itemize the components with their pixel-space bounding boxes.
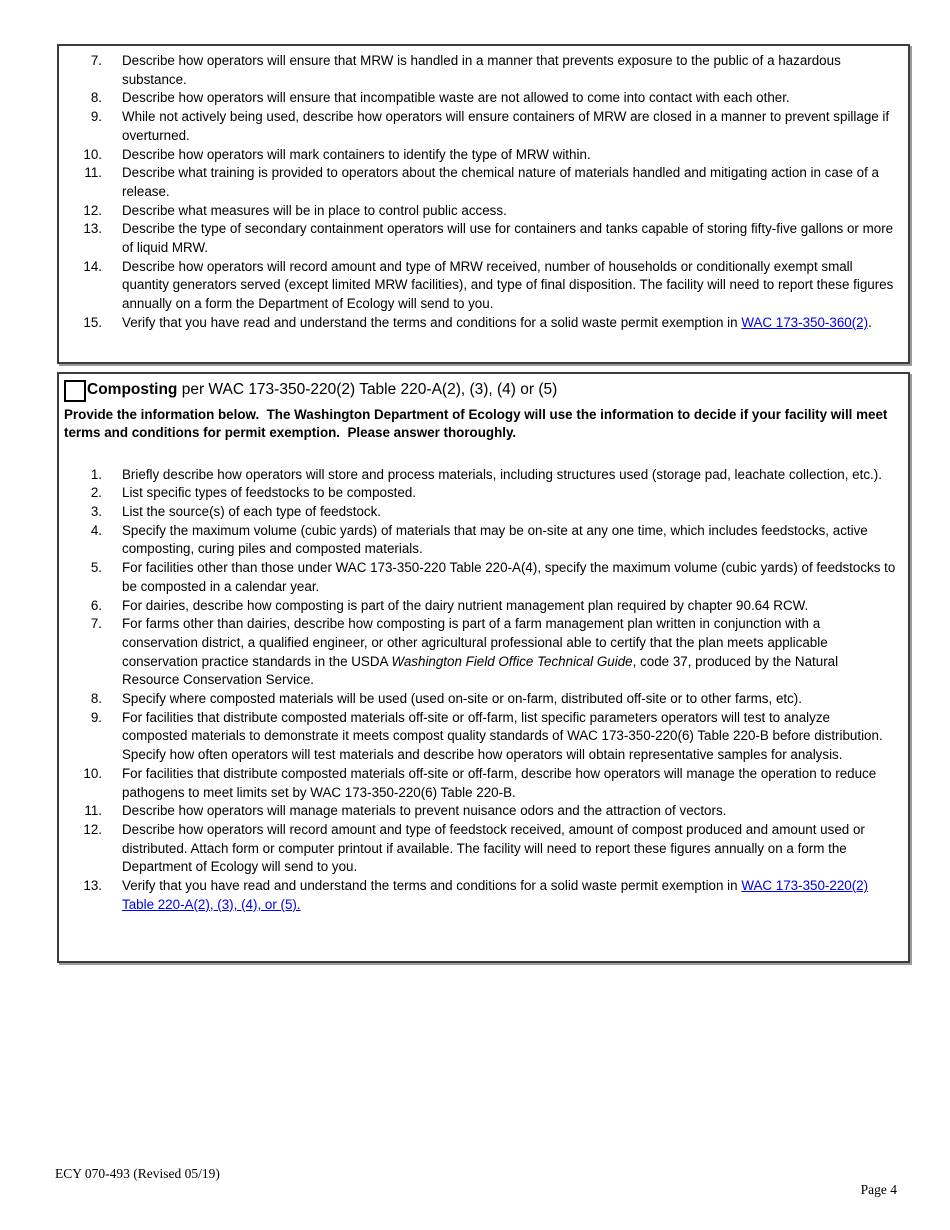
item-text (102, 802, 896, 821)
item-text (102, 522, 896, 559)
text-segment: For facilities that distribute composted materials off-site or off-farm, list specific parameters operators will test to analyze composted materials to demonstrate it meets compost quality standards of WAC 173-350-220(6) Table 220-B before distribution. Specify how often operators will test materials and describe how operators will obtain representative samples for analysis. (122, 709, 883, 763)
text-segment: Describe what training is provided to operators about the chemical nature of materials handled and mitigating action in case of a release. (122, 165, 880, 199)
item-text (102, 615, 896, 690)
list-item (61, 314, 896, 333)
list-item (61, 146, 896, 165)
text-segment: Describe how operators will record amount and type of feedstock received, amount of compost produced and amount used or distributed. Attach form or computer printout if available. The facility will need to report these figures annually on a form the Department of Ecology will send to you. (122, 821, 865, 875)
list-item (61, 821, 896, 877)
item-text (102, 821, 896, 877)
list-item (61, 466, 896, 485)
form-number: ECY 070-493 (Revised 05/19) (55, 1166, 220, 1181)
text-segment: , code 37, produced by the Natural Resource Conservation Service. (122, 653, 839, 688)
item-number: 6. (90, 597, 102, 613)
text-segment: While not actively being used, describe how operators will ensure containers of MRW are closed in a manner to prevent spillage if overturned. (122, 109, 890, 143)
item-text (102, 765, 896, 802)
item-text (102, 877, 896, 914)
item-text (102, 597, 896, 616)
item-number: 2. (90, 485, 102, 501)
list-item (61, 615, 896, 690)
item-text (102, 466, 896, 485)
item-text (102, 503, 896, 522)
item-number: 7. (90, 53, 102, 68)
text-segment: List the source(s) of each type of feedstock. (122, 504, 382, 519)
text-segment: Verify that you have read and understand the terms and conditions for a solid waste permit exemption in (122, 314, 742, 330)
text-segment: Describe how operators will manage materials to prevent nuisance odors and the attraction of vectors. (122, 803, 727, 819)
text-segment: Describe how operators will record amount and type of MRW received, number of households or conditionally exempt small quantity generators served (except limited MRW facilities), and type of final disposition. The facility will need to report these figures annually on a form the Department of Ecology will send to you. (122, 258, 894, 312)
item-number: 1. (90, 466, 102, 482)
item-text (102, 314, 896, 333)
composting-checkbox[interactable] (64, 380, 86, 402)
text-segment: Describe the type of secondary containment operators will use for containers and tanks capable of storing fifty-five gallons or more of liquid MRW. (122, 221, 894, 256)
item-number: 4. (90, 522, 102, 538)
item-number: 15. (83, 314, 102, 330)
list-item (61, 202, 896, 221)
italic-text: Washington Field Office Technical Guide (391, 653, 633, 669)
list-item (61, 89, 896, 108)
item-text (102, 108, 896, 145)
item-text (102, 202, 896, 221)
composting-section-box (57, 372, 910, 963)
text-segment: Describe how operators will ensure that incompatible waste are not allowed to come into contact with each other. (122, 90, 790, 106)
item-text (102, 89, 896, 108)
list-item (61, 802, 896, 821)
item-number: 11. (84, 803, 102, 819)
item-number: 11. (84, 165, 102, 181)
composting-numbered-list (61, 466, 896, 915)
item-number: 8. (90, 90, 102, 106)
text-segment: Verify that you have read and understand the terms and conditions for a solid waste permit exemption in (122, 878, 742, 894)
list-item (61, 108, 896, 145)
page-number: Page 4 (860, 1182, 897, 1197)
text-segment: Specify the maximum volume (cubic yards) of materials that may be on-site at any one time, which includes feedstocks, active composting, curing piles and composted materials. (122, 522, 868, 557)
item-number: 7. (90, 616, 102, 632)
list-item (61, 258, 896, 314)
item-number: 10. (83, 146, 102, 162)
list-item (61, 52, 896, 89)
text-segment: For facilities that distribute composted materials off-site or off-farm, describe how operators will manage the operation to reduce pathogens to meet limits set by WAC 173-350-220(6) Table 220-B. (122, 765, 877, 800)
item-text (102, 220, 896, 257)
composting-header (64, 379, 896, 402)
text-segment: List specific types of feedstocks to be composted. (122, 485, 416, 501)
item-number: 12. (83, 202, 102, 218)
item-text (102, 484, 896, 503)
item-text (102, 559, 896, 596)
list-item (61, 220, 896, 257)
item-number: 10. (83, 765, 102, 781)
text-segment: For farms other than dairies, describe how composting is part of a farm management plan written in conjunction with a conservation district, a qualified engineer, or other agricultural professional able to certify that the plan meets applicable conservation practice standards in the USDA (122, 616, 828, 669)
list-item (61, 522, 896, 559)
text-segment: Describe how operators will ensure that MRW is handled in a manner that prevents exposure to the public of a hazardous substance. (122, 53, 841, 87)
composting-title-rest: per WAC 173-350-220(2) Table 220-A(2), (3), (4) or (5) (177, 381, 558, 398)
composting-instructions: Provide the information below. The Washington Department of Ecology will use the information to decide if your facility will meet terms and conditions for permit exemption. Please answer thoroughly. (64, 407, 888, 441)
item-text (102, 709, 896, 765)
wac-regulation-link[interactable]: WAC 173-350-220(2) Table 220-A(2), (3), (4), or (5). (122, 878, 869, 912)
composting-title (87, 379, 557, 401)
list-item (61, 877, 896, 914)
text-segment: Briefly describe how operators will store and process materials, including structures used (storage pad, leachate collection, etc.). (122, 466, 882, 482)
list-item (61, 164, 896, 201)
item-number: 5. (90, 560, 102, 576)
list-item (61, 597, 896, 616)
item-number: 12. (83, 821, 102, 837)
item-text (102, 258, 896, 314)
item-number: 8. (90, 691, 102, 707)
list-item (61, 709, 896, 765)
text-segment: For dairies, describe how composting is part of the dairy nutrient management plan required by chapter 90.64 RCW. (122, 597, 809, 613)
item-text (102, 52, 896, 89)
list-item (61, 503, 896, 522)
mrw-section-box (57, 44, 910, 364)
wac-regulation-link[interactable]: WAC 173-350-360(2) (741, 314, 869, 330)
composting-title-bold: Composting (87, 381, 178, 398)
item-number: 9. (90, 109, 102, 125)
list-item (61, 484, 896, 503)
text-segment: . (868, 314, 872, 330)
list-item (61, 765, 896, 802)
item-text (102, 164, 896, 201)
list-item (61, 559, 896, 596)
item-number: 14. (83, 258, 102, 274)
item-text (102, 690, 896, 709)
text-segment: Describe how operators will mark containers to identify the type of MRW within. (122, 146, 591, 162)
item-number: 9. (90, 709, 102, 725)
list-item (61, 690, 896, 709)
text-segment: For facilities other than those under WAC 173-350-220 Table 220-A(4), specify the maximum volume (cubic yards) of feedstocks to be composted in a calendar year. (122, 560, 896, 594)
mrw-numbered-list (61, 52, 896, 333)
item-number: 13. (83, 221, 102, 237)
text-segment: Specify where composted materials will be used (used on-site or on-farm, distributed off-site or to other farms, etc). (122, 691, 802, 707)
text-segment: Describe what measures will be in place to control public access. (122, 202, 507, 218)
item-number: 3. (90, 504, 102, 519)
item-text (102, 146, 896, 165)
item-number: 13. (83, 878, 102, 894)
